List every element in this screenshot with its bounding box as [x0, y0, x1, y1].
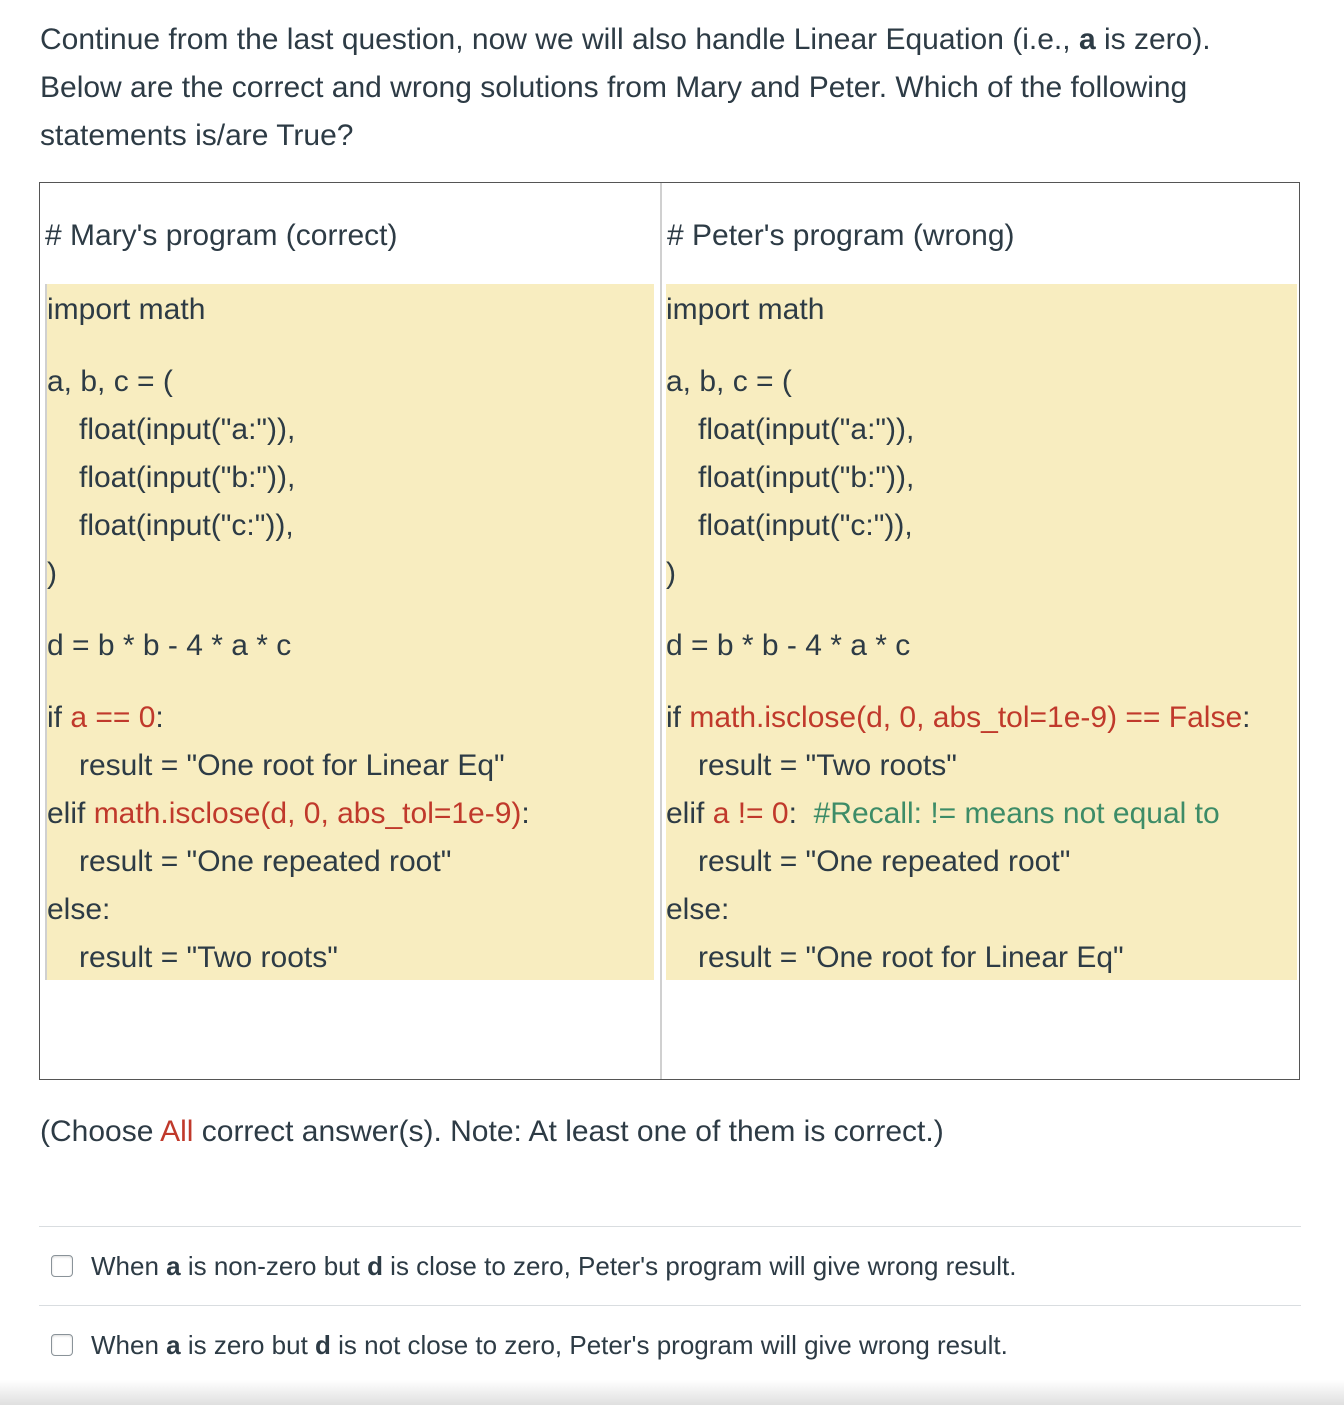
condition-text: a == 0 [70, 701, 156, 734]
answer-instructions: (Choose All correct answer(s). Note: At least one of them is correct.) [40, 1115, 944, 1148]
answer-option[interactable] [39, 1305, 1301, 1384]
code-comparison-table [39, 182, 1300, 1080]
answer-checkbox[interactable] [51, 1255, 73, 1277]
code-line: elif math.isclose(d, 0, abs_tol=1e-9): [47, 797, 530, 830]
code-line: float(input("b:")), [698, 461, 915, 494]
code-line: ) [47, 557, 57, 590]
code-comment: #Recall: != means not equal to [813, 797, 1220, 830]
code-line: ) [666, 557, 676, 590]
code-line: float(input("c:")), [79, 509, 294, 542]
code-line: result = "One root for Linear Eq" [698, 941, 1124, 974]
variable-a: a [1078, 23, 1096, 56]
code-line: d = b * b - 4 * a * c [47, 629, 292, 662]
question-text [40, 16, 1300, 160]
answer-list [39, 1226, 1301, 1384]
code-line: a, b, c = ( [666, 365, 792, 398]
condition-text: math.isclose(d, 0, abs_tol=1e-9) [93, 797, 522, 830]
code-line: result = "Two roots" [698, 749, 957, 782]
peter-code-block [666, 284, 1297, 980]
code-line: float(input("b:")), [79, 461, 296, 494]
code-line: result = "Two roots" [79, 941, 338, 974]
code-line: result = "One repeated root" [79, 845, 452, 878]
peter-program-heading: # Peter's program (wrong) [667, 219, 1015, 252]
answer-label[interactable]: When a is non-zero but d is close to zero, Peter's program will give wrong result. [91, 1251, 1017, 1281]
answer-label[interactable]: When a is zero but d is not close to zero, Peter's program will give wrong result. [91, 1330, 1008, 1360]
code-line: import math [666, 293, 825, 326]
mary-program-cell [40, 183, 660, 1079]
code-line: import math [47, 293, 206, 326]
code-line: result = "One repeated root" [698, 845, 1071, 878]
condition-text: a != 0 [712, 797, 789, 830]
code-line: a, b, c = ( [47, 365, 173, 398]
code-line: d = b * b - 4 * a * c [666, 629, 911, 662]
code-line: float(input("a:")), [698, 413, 915, 446]
answer-checkbox[interactable] [51, 1334, 73, 1356]
answer-option[interactable] [39, 1226, 1301, 1305]
peter-program-cell [660, 183, 1299, 1079]
code-line: result = "One root for Linear Eq" [79, 749, 505, 782]
code-line: float(input("c:")), [698, 509, 913, 542]
all-highlight: All [160, 1115, 194, 1148]
question-line-3: statements is/are True? [40, 119, 354, 152]
code-line: elif a != 0: #Recall: != means not equal to [666, 797, 1220, 830]
condition-text: math.isclose(d, 0, abs_tol=1e-9) == False [689, 701, 1243, 734]
question-line-2: Below are the correct and wrong solutions from Mary and Peter. Which of the following [40, 71, 1188, 104]
mary-program-heading: # Mary's program (correct) [45, 219, 398, 252]
code-line: if math.isclose(d, 0, abs_tol=1e-9) == False: [666, 701, 1251, 734]
question-line-1: Continue from the last question, now we will also handle Linear Equation (i.e., a is zero). [40, 23, 1211, 56]
mary-code-block [45, 284, 654, 980]
code-line: if a == 0: [47, 701, 164, 734]
bottom-edge-shadow [0, 1380, 1344, 1405]
code-line: else: [47, 893, 111, 926]
code-line: else: [666, 893, 730, 926]
code-line: float(input("a:")), [79, 413, 296, 446]
